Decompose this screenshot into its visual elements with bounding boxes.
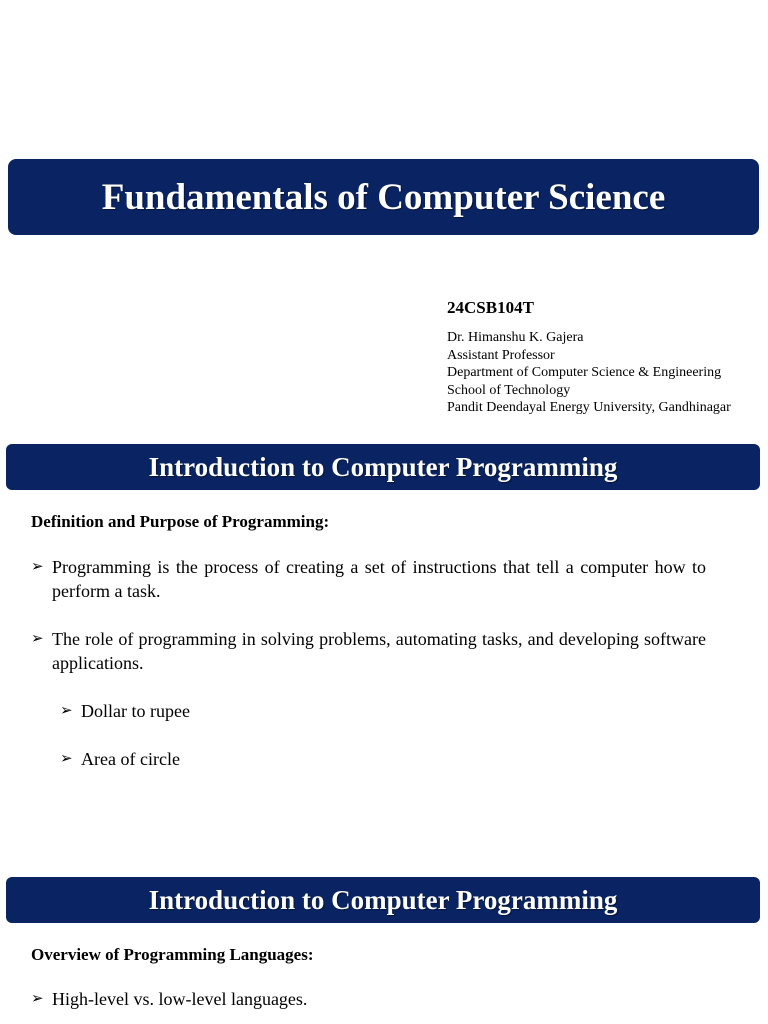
list-item bbox=[60, 747, 360, 771]
instructor-role: Assistant Professor bbox=[447, 347, 555, 363]
arrow-bullet-icon: ➢ bbox=[60, 703, 73, 719]
arrow-bullet-icon: ➢ bbox=[31, 559, 44, 575]
sub-bullet-text: Area of circle bbox=[81, 749, 180, 769]
section1-title-banner bbox=[6, 444, 760, 490]
main-title: Fundamentals of Computer Science bbox=[101, 176, 666, 218]
school: School of Technology bbox=[447, 382, 571, 398]
section1-title: Introduction to Computer Programming bbox=[148, 451, 618, 482]
section2-title: Introduction to Computer Programming bbox=[148, 884, 618, 915]
arrow-bullet-icon: ➢ bbox=[60, 751, 73, 767]
course-info bbox=[447, 298, 731, 417]
list-item bbox=[31, 987, 706, 1011]
sub-bullet-text: Dollar to rupee bbox=[81, 701, 190, 721]
bullet-text: High-level vs. low-level languages. bbox=[52, 989, 308, 1009]
arrow-bullet-icon: ➢ bbox=[31, 631, 44, 647]
bullet-text: Programming is the process of creating a set of instructions that tell a computer how to perform a task. bbox=[52, 557, 706, 601]
department: Department of Computer Science & Engineering bbox=[447, 365, 722, 380]
bullet-text: The role of programming in solving problems, automating tasks, and developing software applications. bbox=[52, 629, 706, 673]
instructor-name: Dr. Himanshu K. Gajera bbox=[447, 330, 584, 345]
list-item bbox=[31, 627, 706, 675]
main-title-banner bbox=[8, 159, 759, 235]
list-item bbox=[31, 555, 706, 603]
section2-title-banner bbox=[6, 877, 760, 923]
university: Pandit Deendayal Energy University, Gandhinagar bbox=[447, 400, 731, 415]
list-item bbox=[60, 699, 360, 723]
course-code: 24CSB104T bbox=[447, 298, 534, 317]
section2-heading: Overview of Programming Languages: bbox=[31, 945, 314, 964]
section1-heading: Definition and Purpose of Programming: bbox=[31, 512, 330, 531]
arrow-bullet-icon: ➢ bbox=[31, 991, 44, 1007]
